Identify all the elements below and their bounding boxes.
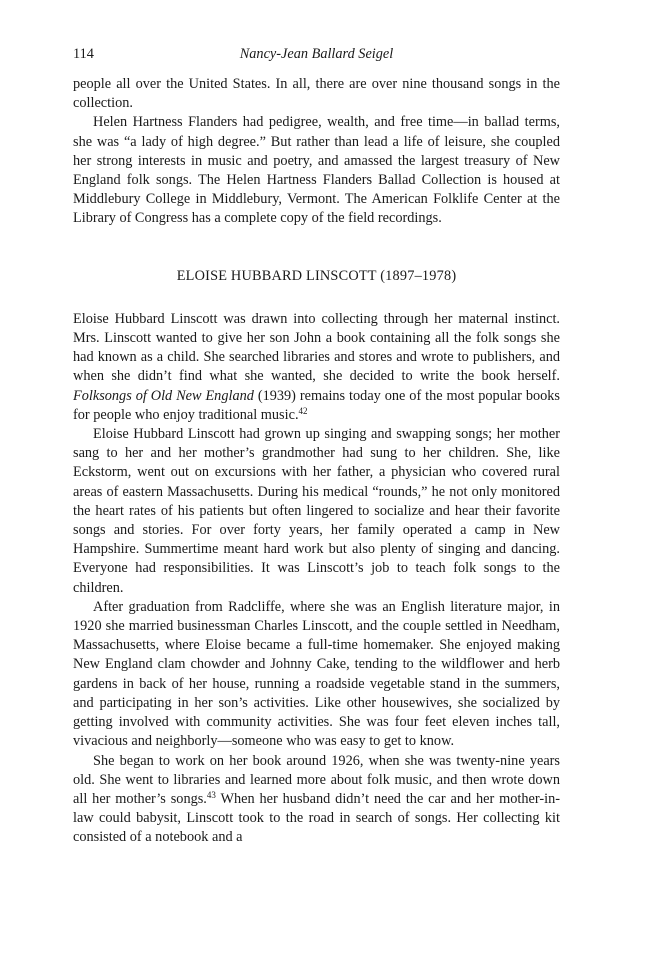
paragraph-text: Eloise Hubbard Linscott was drawn into collecting through her maternal instinct. Mrs. Linscott wanted to give her son John a book containing all the folk songs she had known as a child. She searched libraries and stores and wrote to publishers, and when she didn’t find what she wanted, she decided to write the book herself. xyxy=(73,310,560,385)
footnote-ref: 43 xyxy=(206,789,216,800)
paragraph: After graduation from Radcliffe, where she was an English literature major, in 1920 she married businessman Charles Linscott, and the couple settled in Needham, Massachusetts, where Eloise became a full-time homemaker. She enjoyed making New England clam chowder and Johnny Cake, tending to the wildflower and herb gardens in back of her house, running a roadside vegetable stand in the summers, and participating in her son’s activities. Like other housewives, she socialized by getting involved with community activities. She was four feet eleven inches tall, vivacious and neighborly—someone who was easy to get to know. xyxy=(73,598,560,750)
section-heading: ELOISE HUBBARD LINSCOTT (1897–1978) xyxy=(176,267,457,284)
page-header xyxy=(73,45,560,65)
paragraph: Helen Hartness Flanders had pedigree, wealth, and free time—in ballad terms, she was “a lady of high degree.” But rather than lead a life of leisure, she coupled her strong interests in music and poetry, and amassed the largest treasury of New England folk songs. The Helen Hartness Flanders Ballad Collection is housed at Middlebury College in Middlebury, Vermont. The American Folklife Center at the Library of Congress has a complete copy of the field recordings. xyxy=(73,114,560,227)
paragraph xyxy=(73,752,560,848)
book-page xyxy=(73,45,560,848)
paragraph-text: (1939) remains today one of the most popular books for people who enjoy traditional music. xyxy=(73,387,561,423)
paragraph xyxy=(73,310,560,425)
running-head: Nancy-Jean Ballard Seigel xyxy=(239,46,394,62)
paragraph: people all over the United States. In all, there are over nine thousand songs in the collection. xyxy=(73,76,560,112)
paragraph: Eloise Hubbard Linscott had grown up singing and swapping songs; her mother sang to her and her mother’s grandmother had sung to her children. She, like Eckstorm, went out on excursions with her father, a physician who covered rural areas of eastern Massachusetts. During his medical “rounds,” he not only monitored the heart rates of his patients but often lingered to socialize and hear their favorite songs and stories. For over forty years, her family operated a camp in New Hampshire. Summertime meant hard work but also plenty of singing and dancing. Everyone had responsibilities. It was Linscott’s job to teach folk songs to the children. xyxy=(73,426,560,596)
paragraph-text: She began to work on her book around 1926, when she was twenty-nine years old. She went to libraries and learned more about folk music, and then wrote down all her mother’s songs. xyxy=(73,752,560,807)
footnote-ref: 42 xyxy=(298,405,308,416)
book-title: Folksongs of Old New England xyxy=(73,387,254,404)
page-number: 114 xyxy=(73,46,94,62)
paragraph-text: When her husband didn’t need the car and her mother-in-law could babysit, Linscott took to the road in search of songs. Her collecting kit consisted of a notebook and a xyxy=(73,790,560,846)
